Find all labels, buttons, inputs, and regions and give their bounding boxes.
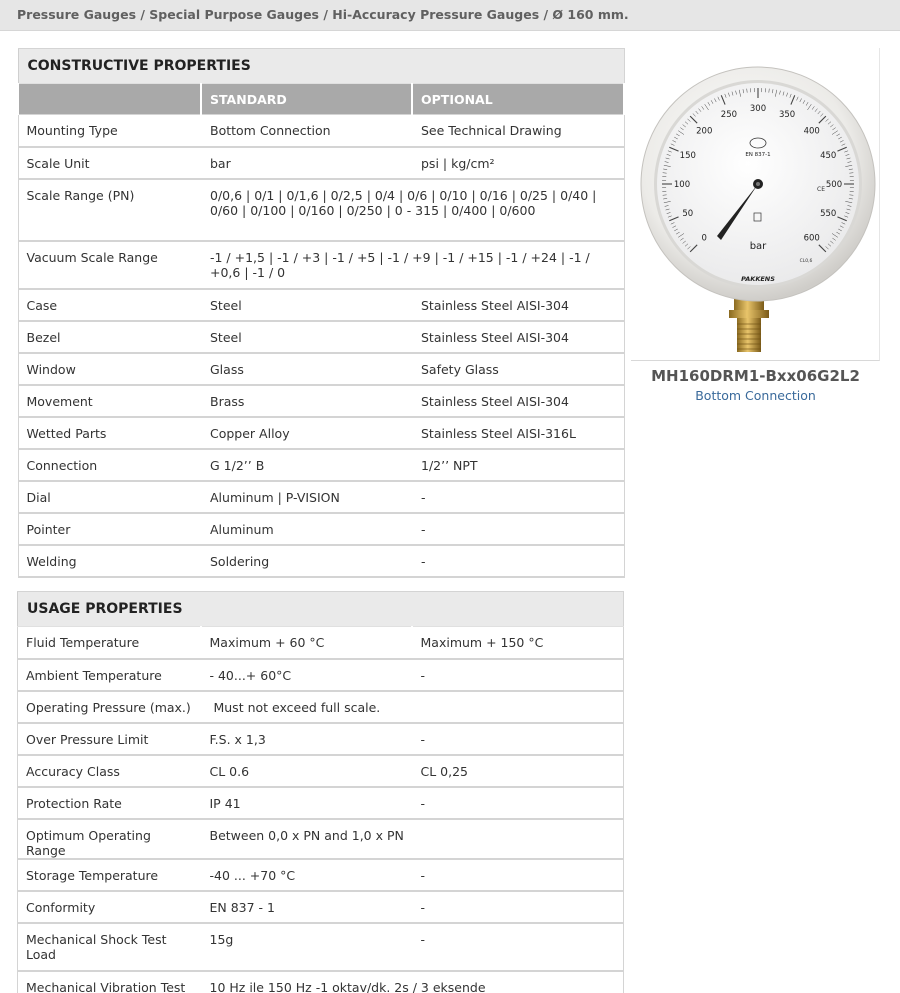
row-label: Wetted Parts [18, 417, 201, 449]
row-label: Protection Rate [18, 787, 201, 819]
row-optional: Maximum + 150 °C [412, 627, 624, 659]
row-standard: G 1/2’’ B [201, 449, 412, 481]
table-row [18, 481, 624, 513]
row-label: Window [18, 353, 201, 385]
scale-label: 0 [701, 233, 707, 244]
table-row [18, 513, 624, 545]
row-standard: bar [201, 147, 412, 179]
row-label: Operating Pressure (max.) [18, 691, 201, 723]
class-mark: CL0,6 [799, 259, 813, 264]
row-merged-value: Between 0,0 x PN and 1,0 x PN [201, 819, 624, 859]
product-code: MH160DRM1-Bxx06G2L2 [651, 367, 860, 385]
table-row [18, 289, 624, 321]
ce-mark: CE [817, 186, 825, 193]
row-standard: -40 ... +70 °C [201, 859, 412, 891]
brass-connection [729, 296, 769, 352]
row-label: Accuracy Class [18, 755, 201, 787]
row-optional: Stainless Steel AISI-304 [412, 289, 624, 321]
row-merged-value: 10 Hz ile 150 Hz -1 oktav/dk. 2s / 3 eksende [201, 971, 624, 993]
scale-label: 500 [825, 180, 843, 190]
row-standard: F.S. x 1,3 [201, 723, 412, 755]
row-optional: - [412, 787, 624, 819]
table-row [18, 115, 624, 147]
row-optional: CL 0,25 [412, 755, 624, 787]
row-label: Scale Range (PN) [18, 179, 201, 241]
row-label: Over Pressure Limit [18, 723, 201, 755]
pressure-gauge-image [631, 48, 880, 360]
row-optional: - [412, 723, 624, 755]
row-optional: - [412, 545, 624, 577]
table-row [18, 755, 624, 787]
row-optional: Stainless Steel AISI-304 [412, 385, 624, 417]
table-row [18, 417, 624, 449]
row-label: Welding [18, 545, 201, 577]
row-optional: psi | kg/cm² [412, 147, 624, 179]
row-optional: See Technical Drawing [412, 115, 624, 147]
table-row [18, 923, 624, 971]
row-label: Mechanical Shock Test Load [18, 923, 201, 971]
row-standard: Aluminum | P-VISION [201, 481, 412, 513]
row-label: Case [18, 289, 201, 321]
row-standard: Copper Alloy [201, 417, 412, 449]
table-row [18, 971, 624, 993]
scale-label: 150 [679, 150, 696, 161]
row-optional: 1/2’’ NPT [412, 449, 624, 481]
scale-label: 450 [820, 150, 837, 161]
row-label: Mechanical Vibration Test [18, 971, 201, 993]
row-label: Mounting Type [18, 115, 201, 147]
scale-label: 100 [673, 180, 691, 190]
row-label: Ambient Temperature [18, 659, 201, 691]
constructive-title: CONSTRUCTIVE PROPERTIES [18, 49, 624, 84]
row-label: Vacuum Scale Range [18, 241, 201, 289]
product-subtitle-link[interactable]: Bottom Connection [695, 388, 816, 403]
row-standard: 15g [201, 923, 412, 971]
col-label-empty [18, 84, 201, 115]
row-standard: EN 837 - 1 [201, 891, 412, 923]
breadcrumb: Pressure Gauges / Special Purpose Gauges / Hi-Accuracy Pressure Gauges / Ø 160 mm. [0, 0, 900, 31]
row-standard: Brass [201, 385, 412, 417]
row-standard: CL 0.6 [201, 755, 412, 787]
row-optional: - [412, 923, 624, 971]
row-standard: Glass [201, 353, 412, 385]
table-row [18, 691, 624, 723]
row-label: Optimum Operating Range [18, 819, 201, 859]
row-standard: Steel [201, 289, 412, 321]
row-optional: - [412, 513, 624, 545]
scale-label: 400 [803, 126, 820, 137]
scale-label: 250 [720, 109, 738, 120]
row-optional: - [412, 481, 624, 513]
row-standard: Soldering [201, 545, 412, 577]
table-row [18, 147, 624, 179]
row-label: Movement [18, 385, 201, 417]
row-optional: - [412, 859, 624, 891]
scale-label: 300 [749, 104, 767, 114]
table-row [18, 659, 624, 691]
row-standard: IP 41 [201, 787, 412, 819]
row-optional: - [412, 891, 624, 923]
row-optional: Stainless Steel AISI-304 [412, 321, 624, 353]
table-row [18, 385, 624, 417]
product-panel [631, 48, 880, 408]
row-label: Bezel [18, 321, 201, 353]
row-label: Dial [18, 481, 201, 513]
col-standard-header: STANDARD [201, 84, 412, 115]
row-label: Connection [18, 449, 201, 481]
row-merged-value: 0/0,6 | 0/1 | 0/1,6 | 0/2,5 | 0/4 | 0/6 | 0/10 | 0/16 | 0/25 | 0/40 | 0/60 | 0/100 | 0/160 | 0/250 | 0 - 315 | 0/400 | 0/600 [201, 179, 624, 241]
row-label: Pointer [18, 513, 201, 545]
constructive-properties-table [17, 48, 625, 578]
table-row [18, 787, 624, 819]
usage-title: USAGE PROPERTIES [18, 592, 624, 627]
row-label: Storage Temperature [18, 859, 201, 891]
row-standard: - 40...+ 60°C [201, 659, 412, 691]
table-row [18, 449, 624, 481]
scale-label: 550 [820, 209, 837, 220]
table-row [18, 321, 624, 353]
row-label: Scale Unit [18, 147, 201, 179]
row-standard: Bottom Connection [201, 115, 412, 147]
scale-label: 200 [696, 126, 713, 137]
row-optional: Stainless Steel AISI-316L [412, 417, 624, 449]
usage-properties-table [17, 591, 624, 993]
unit-label: bar [749, 241, 767, 252]
row-standard: Steel [201, 321, 412, 353]
table-row [18, 241, 624, 289]
row-standard: Aluminum [201, 513, 412, 545]
table-row [18, 723, 624, 755]
col-optional-header: OPTIONAL [412, 84, 624, 115]
row-label: Conformity [18, 891, 201, 923]
brand-label: PAKKENS [741, 275, 775, 283]
row-merged-value: -1 / +1,5 | -1 / +3 | -1 / +5 | -1 / +9 | -1 / +15 | -1 / +24 | -1 / +0,6 | -1 / 0 [201, 241, 624, 289]
table-row [18, 353, 624, 385]
scale-label: 50 [682, 209, 694, 220]
row-optional: Safety Glass [412, 353, 624, 385]
table-row [18, 859, 624, 891]
svg-text:EN 837-1: EN 837-1 [745, 152, 771, 158]
row-label: Fluid Temperature [18, 627, 201, 659]
scale-label: 600 [803, 233, 820, 244]
scale-label: 350 [778, 109, 796, 120]
table-row [18, 891, 624, 923]
table-row [18, 545, 624, 577]
product-image[interactable] [631, 48, 880, 361]
row-merged-value: Must not exceed full scale. [201, 691, 624, 723]
table-row [18, 179, 624, 241]
row-optional: - [412, 659, 624, 691]
row-standard: Maximum + 60 °C [201, 627, 412, 659]
table-row [18, 627, 624, 659]
table-row [18, 819, 624, 859]
